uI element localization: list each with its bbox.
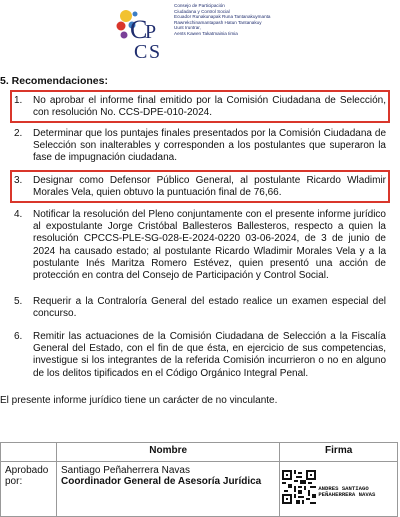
svg-text:S: S [149,41,161,62]
name-cell [56,462,279,517]
header-cell-firma: Firma [280,443,398,462]
svg-text:C: C [134,41,148,62]
recommendation-text: Determinar que los puntajes finales presentados por la Comisión Ciudadana de Selección son inalterables y corresponden a los postulantes que superaron la fase de impugnación ciudadana. [33,128,386,164]
recommendation-item [14,95,386,119]
role-cell: Aprobado por: [1,462,57,517]
document-header [0,0,400,68]
electronic-signature [280,462,397,516]
recommendation-number: 4. [14,209,23,220]
signer-title: Coordinador General de Asesoría Jurídica [60,476,262,487]
recommendation-item [14,331,386,380]
signature-name-line: ANDRES SANTIAGO [318,485,369,492]
logo-text-block [174,3,324,36]
recommendation-item [14,296,386,320]
closing-statement: El presente informe jurídico tiene un carácter de no vinculante. [0,395,278,406]
qr-code-icon [282,470,316,504]
recommendation-text: Requerir a la Contraloría General del estado realice un examen especial del concurso. [33,296,386,320]
logo-line: Aents Kawen Takatmainia Iimia [174,30,238,36]
logo-line: Uunt Iruntrar, [174,25,201,30]
logo-line: Ciudadana y Control Social [174,8,230,14]
signature-cell [280,462,398,517]
cpccs-logo-emblem-icon [112,2,172,62]
signature-table [0,442,398,517]
signature-row [1,462,398,517]
recommendation-number: 2. [14,128,23,139]
header-cell-nombre: Nombre [56,443,279,462]
signer-name: Santiago Peñaherrera Navas [60,465,190,476]
recommendation-number: 6. [14,331,23,342]
signature-name-line: PEÑAHERRERA NAVAS [318,491,376,499]
recommendation-number: 1. [14,95,23,106]
recommendation-text: Designar como Defensor Público General, al postulante Ricardo Wladimir Morales Vela, quien obtuvo la puntuación final de 76,66. [33,175,386,199]
signature-holder-name [318,486,375,499]
recommendation-text: Remitir las actuaciones de la Comisión Ciudadana de Selección a la Fiscalía General del Estado, con el fin de que ésta, en ejercicio de sus competencias, investigue si los integrantes de la referida Comisión incurrieron o no en alguno de los delitos tipificados en el Código Orgánico Integral Penal. [33,331,386,379]
recommendation-number: 3. [14,175,23,186]
svg-text:C: C [130,15,148,44]
recommendation-text: No aprobar el informe final emitido por la Comisión Ciudadana de Selección, con resolución No. CCS-DPE-010-2024. [33,95,386,119]
section-title: 5. Recomendaciones: [0,75,108,87]
logo-line: Rawrekchinamantapash Hatun Tantanakuy [174,19,262,25]
signature-table-header-row [1,443,398,462]
svg-text:P: P [145,21,157,43]
header-cell-empty [1,443,57,462]
recommendation-item [14,209,386,282]
recommendation-item [14,128,386,165]
logo-line: Consejo de Participación [174,3,225,8]
logo-line: Ecuador Runakunapak Runa Tantanakuymanta [174,14,271,19]
recommendation-item [14,175,386,199]
recommendation-text: Notificar la resolución del Pleno conjuntamente con el presente informe jurídico al expostulante Jorge Cristóbal Ballesteros Ballesteros, respecto a quien la resolución CPCCS-PLE-SG-028-E-2024-0220 03-06-2024, de 3 de junio de 2024 ha causado estado; al postulante Ricardo Wladimir Morales Vela y a la postulante Inés Maritza Romero Estévez, quien presentó una acción de protección en contra del Consejo de Participación y Control Social. [33,209,386,282]
recommendation-number: 5. [14,296,23,307]
